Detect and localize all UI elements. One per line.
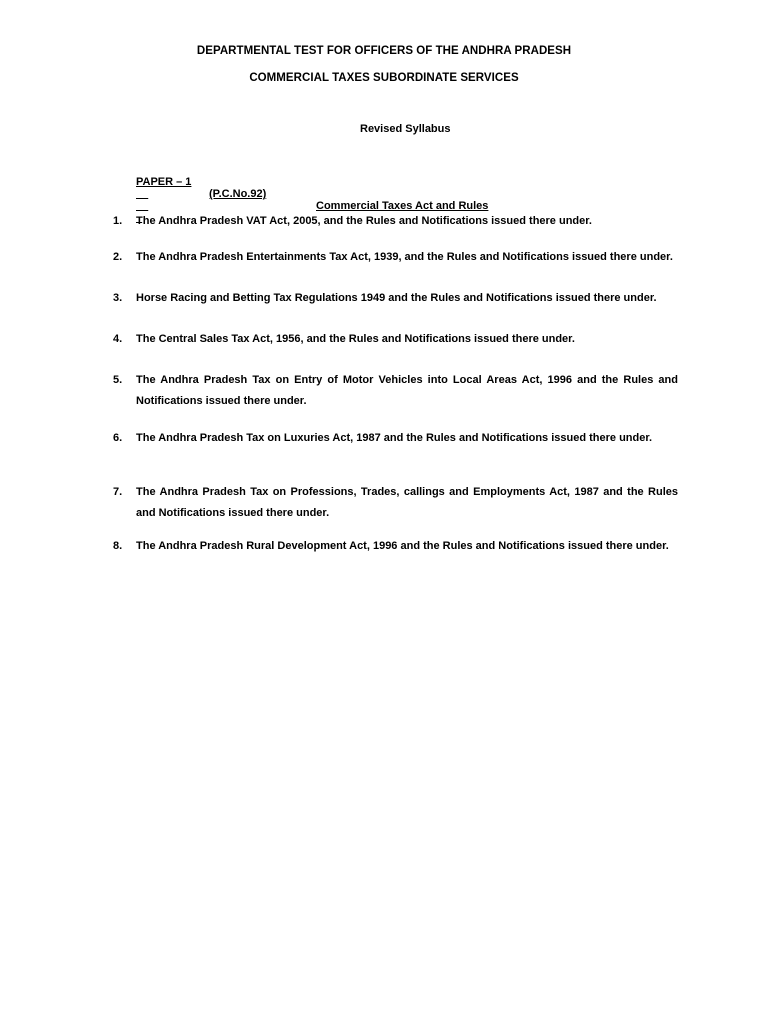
paper-code: (P.C.No.92): [209, 188, 267, 200]
syllabus-item-number: 5.: [113, 374, 123, 386]
syllabus-item-number: 1.: [113, 215, 123, 227]
syllabus-item-text: The Andhra Pradesh Tax on Entry of Motor Vehicles into Local Areas Act, 1996 and the Rules and Notifications issued there under.: [136, 374, 678, 407]
syllabus-item-text: The Central Sales Tax Act, 1956, and the Rules and Notifications issued there under.: [136, 333, 575, 345]
syllabus-item-number: 4.: [113, 333, 123, 345]
syllabus-item-text: Horse Racing and Betting Tax Regulations 1949 and the Rules and Notifications issued there under.: [136, 292, 657, 304]
syllabus-item-text: The Andhra Pradesh Tax on Professions, Trades, callings and Employments Act, 1987 and the Rules and Notifications issued there under.: [136, 486, 678, 519]
paper-label: PAPER – 1: [136, 176, 192, 188]
document-title-line-1: DEPARTMENTAL TEST FOR OFFICERS OF THE ANDHRA PRADESH: [196, 45, 572, 57]
syllabus-item-number: 3.: [113, 292, 123, 304]
syllabus-item-text: The Andhra Pradesh Rural Development Act, 1996 and the Rules and Notifications issued there under.: [136, 540, 669, 552]
syllabus-item-number: 8.: [113, 540, 123, 552]
paper-subject: Commercial Taxes Act and Rules: [316, 200, 489, 212]
syllabus-item-number: 2.: [113, 251, 123, 263]
syllabus-item-text: The Andhra Pradesh Entertainments Tax Act, 1939, and the Rules and Notifications issued there under.: [136, 251, 673, 263]
document-title-line-2: COMMERCIAL TAXES SUBORDINATE SERVICES: [249, 72, 519, 84]
revised-syllabus-heading: Revised Syllabus: [360, 123, 451, 135]
syllabus-item-number: 6.: [113, 432, 123, 444]
syllabus-item-text: The Andhra Pradesh VAT Act, 2005, and the Rules and Notifications issued there under.: [136, 215, 592, 227]
syllabus-item-text: The Andhra Pradesh Tax on Luxuries Act, 1987 and the Rules and Notifications issued there under.: [136, 432, 653, 444]
syllabus-item-number: 7.: [113, 486, 123, 498]
